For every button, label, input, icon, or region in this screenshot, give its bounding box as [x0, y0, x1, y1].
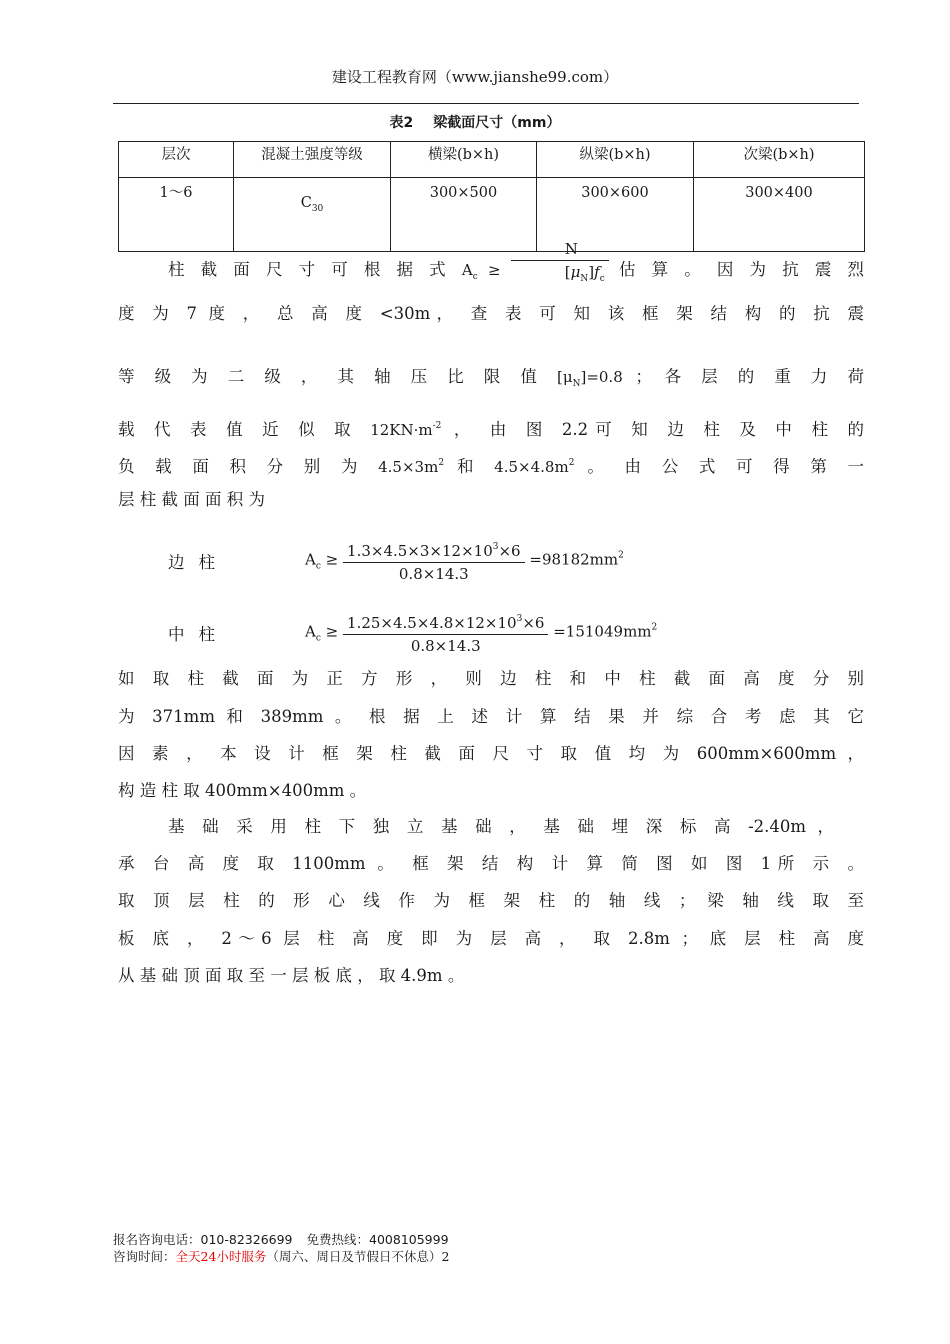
text-run: 负 载 面 积 分 别 为 — [118, 457, 366, 476]
formula-operator: ≥ — [325, 550, 339, 569]
bracket: ] — [588, 263, 595, 281]
header-cell: 混凝土强度等级 — [234, 142, 391, 178]
formula-symbol: A — [305, 622, 316, 641]
para2-line4: 构 造 柱 取 400mm×400mm 。 — [118, 781, 367, 800]
mu-symbol: [μ — [556, 368, 573, 386]
page-header: 建设工程教育网（www.jianshe99.com） — [331, 68, 619, 86]
para3-line5: 从 基 础 顶 面 取 至 一 层 板 底 ， 取 4.9m 。 — [118, 966, 465, 985]
area-exponent: 2 — [438, 458, 445, 468]
inline-formula — [556, 368, 623, 389]
fraction-denominator: 0.8×14.3 — [398, 565, 469, 583]
header-cell: 纵梁(b×h) — [537, 142, 694, 178]
page-number: 2 — [441, 1249, 450, 1264]
hours-label: 咨询时间： — [113, 1249, 176, 1264]
formula-fraction — [343, 538, 525, 583]
phone-label: 报名咨询电话： — [113, 1232, 201, 1247]
para1-line2: 度 为 7 度 ， 总 高 度 <30m， 查 表 可 知 该 框 架 结 构 的 抗 震 — [118, 304, 864, 323]
concrete-letter: C — [300, 195, 312, 211]
numerator-exponent: 3 — [516, 614, 523, 624]
numerator-text: 1.3×4.5×3×12×10 — [347, 542, 493, 560]
formula-subscript: c — [315, 561, 321, 572]
fraction-numerator — [343, 610, 548, 635]
table-header-row — [119, 142, 865, 178]
para2-line2: 为 371mm 和 389mm 。 根 据 上 述 计 算 结 果 并 综 合 考 虑 其 它 — [118, 707, 864, 726]
fraction-denominator: 0.8×14.3 — [410, 637, 481, 655]
hours-highlight: 全天24小时服务 — [175, 1249, 267, 1264]
mu-subscript: N — [572, 379, 581, 389]
numerator-text: 1.25×4.5×4.8×12×10 — [347, 614, 517, 632]
phone-number: 010-82326699 — [200, 1232, 293, 1247]
hotline-number: 4008105999 — [369, 1232, 449, 1247]
para2-line1: 如 取 柱 截 面 为 正 方 形 ， 则 边 柱 和 中 柱 截 面 高 度 分 别 — [118, 669, 864, 688]
area-value-middle: 4.5×4.8m — [494, 458, 569, 476]
area-value-edge: 4.5×3m — [378, 458, 439, 476]
mu-subscript: N — [580, 274, 589, 284]
cell-concrete-grade — [234, 178, 391, 252]
formula-subscript: c — [472, 272, 478, 282]
cell-secondary-beam: 300×400 — [694, 178, 865, 252]
text-run: 载 代 表 值 近 似 取 — [118, 420, 358, 439]
para3-line3: 取 顶 层 柱 的 形 心 线 作 为 框 架 柱 的 轴 线 ； 梁 轴 线 取 至 — [118, 891, 864, 910]
inline-value — [378, 458, 444, 476]
text-run: 估 算 。 因 为 抗 震 烈 — [618, 260, 865, 279]
formula-operator: ≥ — [487, 261, 501, 279]
text-run: ， 由 图 2.2可 知 边 柱 及 中 柱 的 — [453, 420, 864, 439]
para3-line1: 基 础 采 用 柱 下 独 立 基 础 ， 基 础 埋 深 标 高 -2.40m ， — [168, 817, 834, 836]
numerator-text: ×6 — [498, 542, 521, 560]
beam-size-table — [118, 141, 865, 252]
text-run: ； 各 层 的 重 力 荷 — [635, 367, 864, 386]
load-exponent: -2 — [432, 421, 442, 431]
result-exponent: 2 — [618, 550, 624, 561]
footer-hours-line — [113, 1248, 449, 1265]
inline-formula — [461, 240, 619, 284]
cell-floors: 1～6 — [119, 178, 234, 252]
formula-subscript: c — [315, 633, 321, 644]
para2-line3: 因 素 ， 本 设 计 框 架 柱 截 面 尺 寸 取 值 均 为 600mm×600mm ， — [118, 744, 864, 763]
fraction-numerator: N — [511, 240, 609, 261]
table-caption-title: 梁截面尺寸（mm） — [433, 115, 561, 131]
para1-line5 — [118, 452, 864, 478]
formula-edge-column — [305, 538, 624, 583]
formula-middle-column — [305, 610, 657, 655]
hotline-label: 免费热线： — [306, 1232, 370, 1247]
f-subscript: c — [599, 274, 605, 284]
formula-symbol: A — [461, 261, 473, 279]
table-caption-number: 表2 — [389, 115, 414, 131]
mu-symbol: μ — [570, 263, 581, 281]
header-rule — [113, 103, 859, 104]
text-run: 等 级 为 二 级 ， 其 轴 压 比 限 值 — [118, 367, 545, 386]
numerator-text: ×6 — [522, 614, 545, 632]
para3-line2: 承 台 高 度 取 1100mm 。 框 架 结 构 计 算 简 图 如 图 1所 示 。 — [118, 854, 864, 873]
table-row — [119, 178, 865, 252]
result-exponent: 2 — [651, 622, 658, 633]
formula-result: =151049mm — [553, 622, 652, 641]
formula-value: ]=0.8 — [580, 368, 623, 386]
text-run: 。 由 公 式 可 得 第 一 — [587, 457, 864, 476]
inline-value — [494, 458, 574, 476]
table-caption — [0, 112, 950, 132]
formula-label-edge: 边柱 — [168, 553, 229, 572]
f-symbol: f — [594, 263, 600, 281]
cell-longitudinal-beam: 300×600 — [537, 178, 694, 252]
formula-fraction — [343, 610, 548, 655]
area-exponent: 2 — [568, 458, 575, 468]
header-cell: 次梁(b×h) — [694, 142, 865, 178]
formula-result: =98182mm — [529, 550, 619, 569]
para1-line6: 层 柱 截 面 面 积 为 — [118, 490, 265, 509]
text-run: 柱 截 面 尺 寸 可 根 据 式 — [168, 260, 452, 279]
formula-fraction — [511, 240, 609, 288]
bracket: [ — [564, 263, 571, 281]
para3-line4: 板 底 ， 2～6 层 柱 高 度 即 为 层 高 ， 取 2.8m ； 底 层 柱 高 度 — [118, 929, 864, 948]
para1-line4 — [118, 415, 864, 441]
load-value: 12KN·m — [370, 421, 433, 439]
inline-value — [370, 421, 441, 439]
cell-cross-beam: 300×500 — [391, 178, 537, 252]
header-cell: 层次 — [119, 142, 234, 178]
para1-line3 — [118, 366, 864, 395]
header-cell: 横梁(b×h) — [391, 142, 537, 178]
fraction-denominator — [511, 261, 609, 288]
formula-label-middle: 中柱 — [168, 625, 229, 644]
numerator-exponent: 3 — [492, 542, 499, 552]
footer-contact-line — [113, 1231, 449, 1248]
hours-note: （周六、周日及节假日不休息） — [266, 1249, 442, 1264]
text-run: 和 — [457, 457, 482, 476]
formula-operator: ≥ — [325, 622, 339, 641]
formula-symbol: A — [305, 550, 316, 569]
concrete-number: 30 — [311, 204, 324, 214]
para1-line1 — [118, 240, 865, 288]
fraction-numerator — [343, 538, 525, 563]
